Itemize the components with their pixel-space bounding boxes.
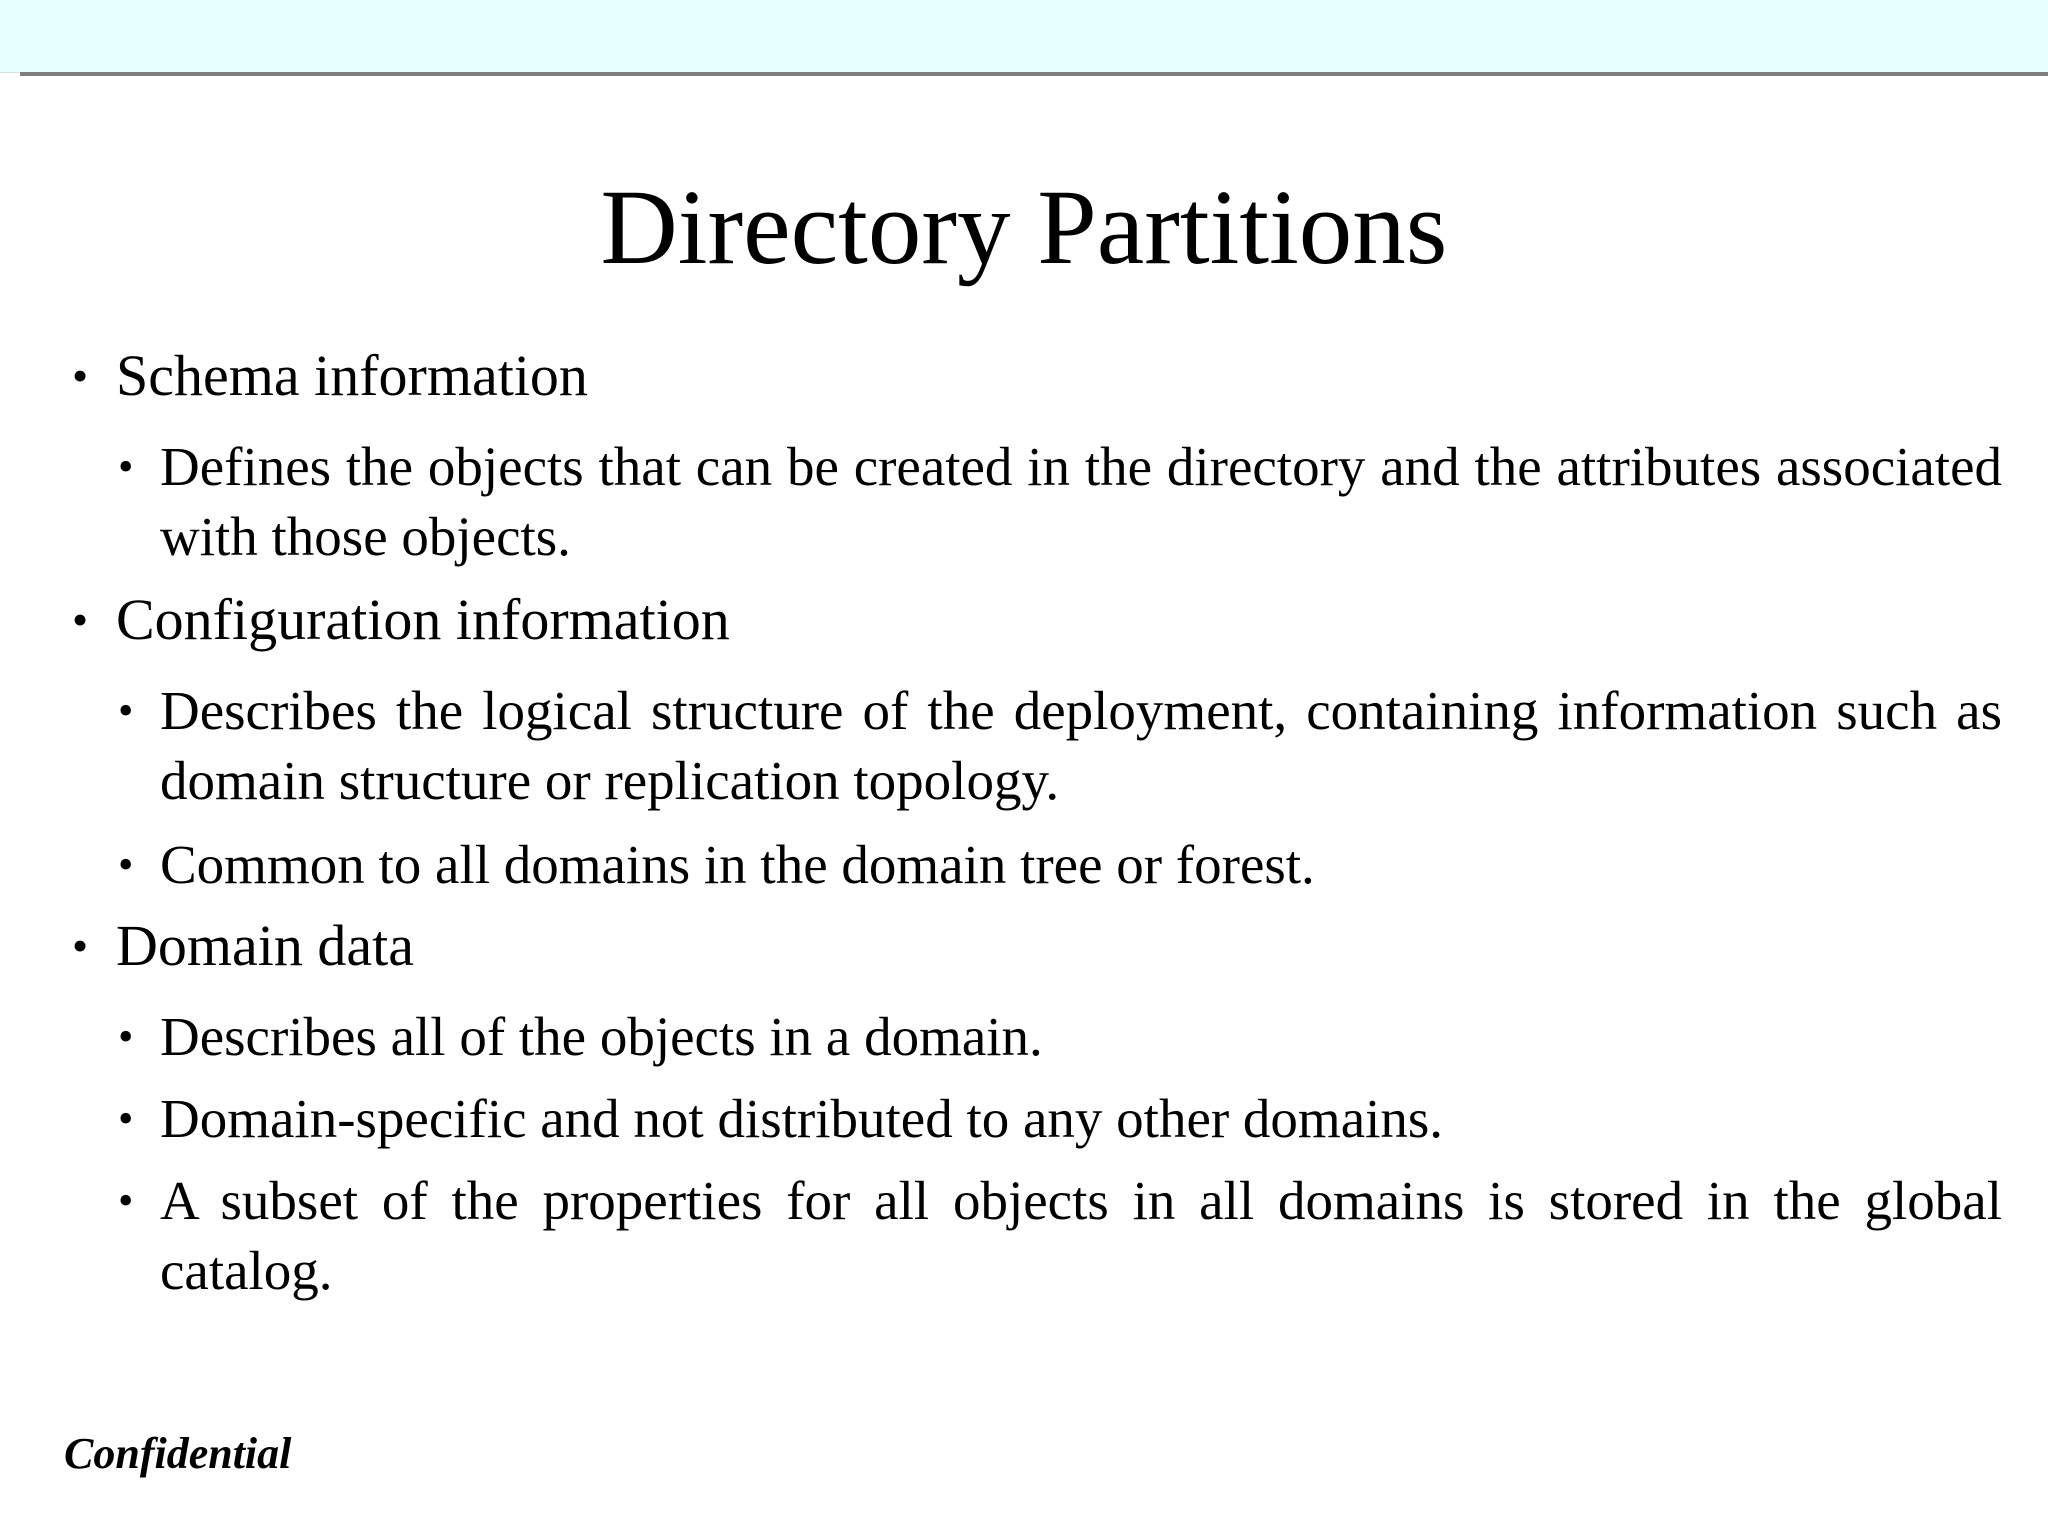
bullet-text: Domain-specific and not distributed to any other domains.: [160, 1088, 1444, 1149]
bullet-dot: •: [72, 594, 89, 645]
bullet-text: Configuration information: [116, 587, 730, 652]
bullet-dot: •: [118, 686, 134, 735]
bullet-dot: •: [118, 442, 134, 491]
bullet-text: Describes the logical structure of the deployment, containing information such as domain structure or replication topology.: [160, 680, 2002, 811]
bullet-dot: •: [72, 920, 89, 971]
sub-bullet-configuration-common: [118, 830, 2002, 900]
sub-bullet-domain-subset: [118, 1166, 2002, 1306]
sub-bullet-domain-describes: [118, 1002, 2002, 1072]
bullet-text: Common to all domains in the domain tree or forest.: [160, 834, 1315, 895]
confidential-label: Confidential: [64, 1429, 292, 1478]
bullet-dot: •: [118, 1012, 134, 1061]
sub-bullet-domain-specific: [118, 1084, 2002, 1154]
bullet-schema-information: [72, 340, 588, 412]
bullet-text: Domain data: [116, 913, 414, 978]
bullet-text: A subset of the properties for all objects in all domains is stored in the global catalog.: [160, 1170, 2002, 1301]
bullet-dot: •: [118, 1094, 134, 1143]
slide-title: Directory Partitions: [600, 169, 1448, 287]
bullet-text: Schema information: [116, 343, 588, 408]
bullet-text: Defines the objects that can be created in the directory and the attributes associated with those objects.: [160, 436, 2002, 567]
bullet-dot: •: [118, 840, 134, 889]
bullet-dot: •: [118, 1176, 134, 1225]
sub-bullet-schema-defines: [118, 432, 2002, 572]
bullet-domain-data: [72, 910, 414, 982]
bullet-dot: •: [72, 350, 89, 401]
bullet-configuration-information: [72, 584, 730, 656]
sub-bullet-configuration-describes: [118, 676, 2002, 816]
bullet-text: Describes all of the objects in a domain.: [160, 1006, 1043, 1067]
